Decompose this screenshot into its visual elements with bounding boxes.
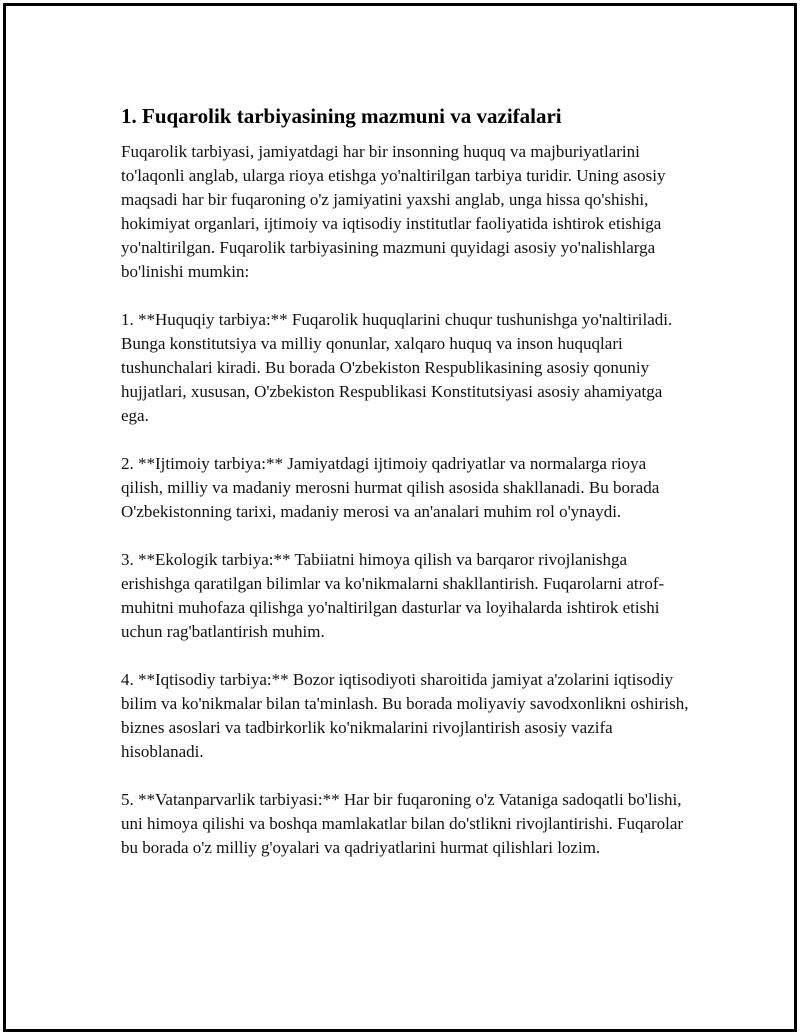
paragraph-ecological-education: 3. **Ekologik tarbiya:** Tabiiatni himoya qilish va barqaror rivojlanishga erishishga qaratilgan bilimlar va ko'nikmalarni shakllantirish. Fuqarolarni atrof-muhitni muhofaza qilishga yo'naltirilgan dasturlar va loyihalarda ishtirok etishi uchun rag'batlantirish muhim. bbox=[121, 550, 665, 641]
section-heading: 1. Fuqarolik tarbiyasining mazmuni va vazifalari bbox=[121, 104, 562, 128]
paragraph-patriotic-education: 5. **Vatanparvarlik tarbiyasi:** Har bir fuqaroning o'z Vataniga sadoqatli bo'lishi, uni himoya qilishi va boshqa mamlakatlar bilan do'stlikni rivojlantirishi. Fuqarolar bu borada o'z milliy g'oyalari va qadriyatlarini hurmat qilishlari lozim. bbox=[121, 790, 684, 857]
intro-paragraph: Fuqarolik tarbiyasi, jamiyatdagi har bir insonning huquq va majburiyatlarini to'laqonli anglab, ularga rioya etishga yo'naltirilgan tarbiya turidir. Uning asosiy maqsadi har bir fuqaroning o'z jamiyatini yaxshi anglab, unga hissa qo'shishi, hokimiyat organlari, ijtimoiy va iqtisodiy institutlar faoliyatida ishtirok etishiga yo'naltirilgan. Fuqarolik tarbiyasining mazmuni quyidagi asosiy yo'nalishlarga bo'linishi mumkin: bbox=[121, 142, 666, 281]
paragraph-social-education: 2. **Ijtimoiy tarbiya:** Jamiyatdagi ijtimoiy qadriyatlar va normalarga rioya qilish, milliy va madaniy merosni hurmat qilish asosida shakllanadi. Bu borada O'zbekistonning tarixi, madaniy merosi va an'analari muhim rol o'ynaydi. bbox=[121, 454, 660, 521]
document-body bbox=[121, 102, 691, 884]
paragraph-economic-education: 4. **Iqtisodiy tarbiya:** Bozor iqtisodiyoti sharoitida jamiyat a'zolarini iqtisodiy bilim va ko'nikmalar bilan ta'minlash. Bu borada moliyaviy savodxonlikni oshirish, biznes asoslari va tadbirkorlik ko'nikmalarini rivojlantirish asosiy vazifa hisoblanadi. bbox=[121, 670, 689, 761]
paragraph-legal-education: 1. **Huquqiy tarbiya:** Fuqarolik huquqlarini chuqur tushunishga yo'naltiriladi. Bunga konstitutsiya va milliy qonunlar, xalqaro huquq va inson huquqlari tushunchalari kiradi. Bu borada O'zbekiston Respublikasining asosiy qonuniy hujjatlari, xususan, O'zbekiston Respublikasi Konstitutsiyasi asosiy ahamiyatga ega. bbox=[121, 310, 673, 425]
page-frame bbox=[3, 3, 797, 1032]
